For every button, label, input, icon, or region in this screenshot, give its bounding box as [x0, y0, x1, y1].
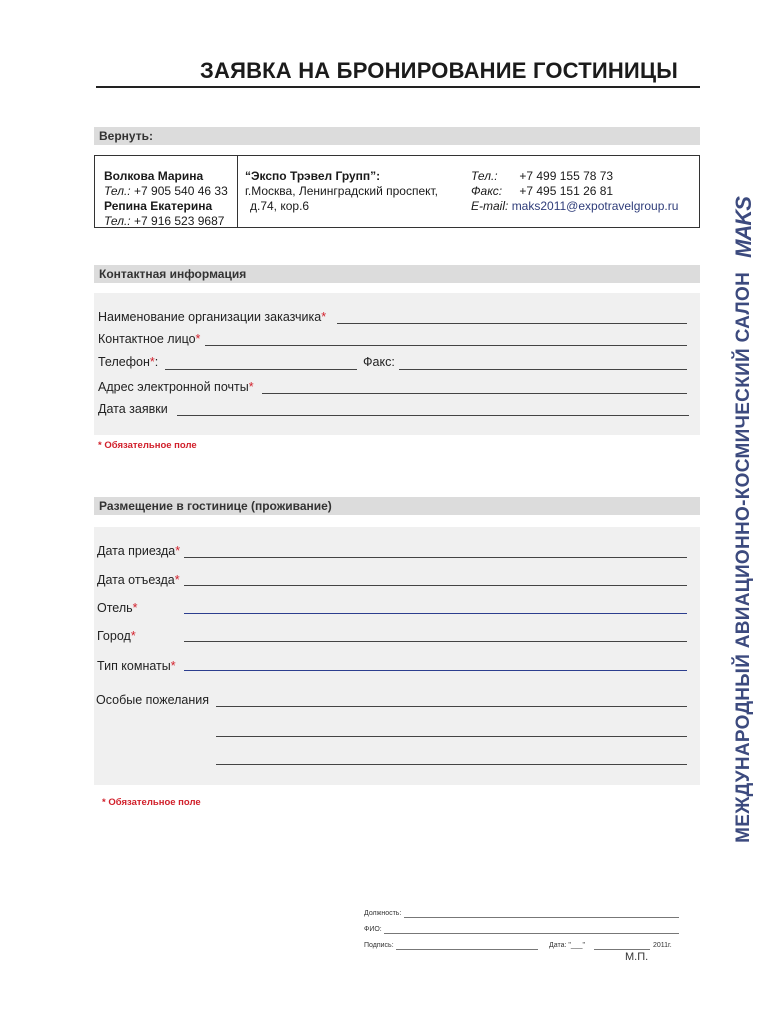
person2-tel-label: Тел.:	[104, 214, 131, 228]
required-mark: *	[170, 659, 176, 673]
signature-label: Подпись:	[364, 942, 394, 949]
stamp-place-label: М.П.	[625, 951, 649, 963]
contact-person-field[interactable]	[205, 345, 687, 346]
special-wishes-field-2[interactable]	[216, 736, 687, 737]
address-line-2: д.74, кор.6	[250, 199, 310, 213]
required-note: * Обязательное поле	[102, 797, 201, 808]
departure-date-field[interactable]	[184, 585, 687, 586]
fax-label: Факс:	[363, 355, 395, 369]
required-mark: *	[175, 544, 181, 558]
address-line-1: г.Москва, Ленинградский проспект,	[245, 184, 439, 198]
company-fax-label: Факс:	[471, 184, 503, 198]
hotel-field[interactable]	[184, 613, 687, 614]
city-label: Город*	[97, 629, 136, 643]
company-tel-label: Тел.:	[471, 169, 498, 183]
required-mark: *	[174, 573, 180, 587]
contact-persons	[104, 169, 228, 229]
required-mark: *	[321, 310, 327, 324]
required-mark: *	[195, 332, 201, 346]
arrival-date-label: Дата приезда*	[97, 544, 181, 558]
date-month-field[interactable]	[594, 949, 650, 950]
org-name-field[interactable]	[337, 323, 687, 324]
date-label: Дата: "___"	[549, 942, 586, 949]
person1-tel: +7 905 540 46 33	[134, 184, 228, 198]
required-note: * Обязательное поле	[98, 440, 197, 451]
return-section-header: Вернуть:	[94, 127, 700, 145]
request-date-label: Дата заявки	[98, 402, 168, 416]
phone-label: Телефон*:	[98, 355, 159, 369]
hotel-section-header: Размещение в гостинице (проживание)	[94, 497, 700, 515]
room-type-field[interactable]	[184, 670, 687, 671]
required-mark: *	[132, 601, 138, 615]
return-contacts-box	[94, 155, 700, 228]
position-label: Должность:	[364, 910, 402, 917]
departure-date-label: Дата отъезда*	[97, 573, 180, 587]
person1-tel-label: Тел.:	[104, 184, 131, 198]
city-field[interactable]	[184, 641, 687, 642]
hotel-form-area	[94, 527, 700, 785]
company-block	[245, 169, 438, 214]
page-title: ЗАЯВКА НА БРОНИРОВАНИЕ ГОСТИНИЦЫ	[200, 58, 678, 83]
special-wishes-label: Особые пожелания	[96, 693, 210, 707]
hotel-label: Отель*	[97, 601, 138, 615]
contact-section-header: Контактная информация	[94, 265, 700, 283]
maks-logo: MAKS	[731, 197, 756, 258]
divider	[237, 156, 238, 228]
signature-field[interactable]	[396, 949, 538, 950]
company-name: “Экспо Трэвел Групп”:	[245, 169, 381, 183]
year-label: 2011г.	[653, 942, 672, 949]
name-field[interactable]	[384, 933, 679, 934]
required-mark: *	[248, 380, 254, 394]
required-mark: *	[130, 629, 136, 643]
side-banner-text: МЕЖДУНАРОДНЫЙ АВИАЦИОННО-КОСМИЧЕСКИЙ САЛОН	[733, 271, 754, 843]
fax-field[interactable]	[399, 369, 687, 370]
phone-field[interactable]	[165, 369, 357, 370]
required-mark: *	[149, 355, 155, 369]
special-wishes-field-1[interactable]	[216, 706, 687, 707]
email-label: Адрес электронной почты*	[98, 380, 254, 394]
company-email[interactable]: maks2011@expotravelgroup.ru	[511, 199, 679, 213]
company-contacts	[471, 169, 678, 214]
person2-tel: +7 916 523 9687	[134, 214, 225, 228]
company-email-label: E-mail:	[471, 199, 509, 213]
company-tel: +7 499 155 78 73	[519, 169, 614, 183]
name-label: ФИО:	[364, 926, 382, 933]
room-type-label: Тип комнаты*	[97, 659, 176, 673]
person2-name: Репина Екатерина	[104, 199, 213, 213]
contact-person-label: Контактное лицо*	[98, 332, 201, 346]
company-fax: +7 495 151 26 81	[519, 184, 614, 198]
person1-name: Волкова Марина	[104, 169, 204, 183]
title-rule	[96, 86, 700, 88]
arrival-date-field[interactable]	[184, 557, 687, 558]
email-field[interactable]	[262, 393, 687, 394]
request-date-field[interactable]	[177, 415, 689, 416]
special-wishes-field-3[interactable]	[216, 764, 687, 765]
position-field[interactable]	[404, 917, 679, 918]
org-name-label: Наименование организации заказчика*	[98, 310, 327, 324]
